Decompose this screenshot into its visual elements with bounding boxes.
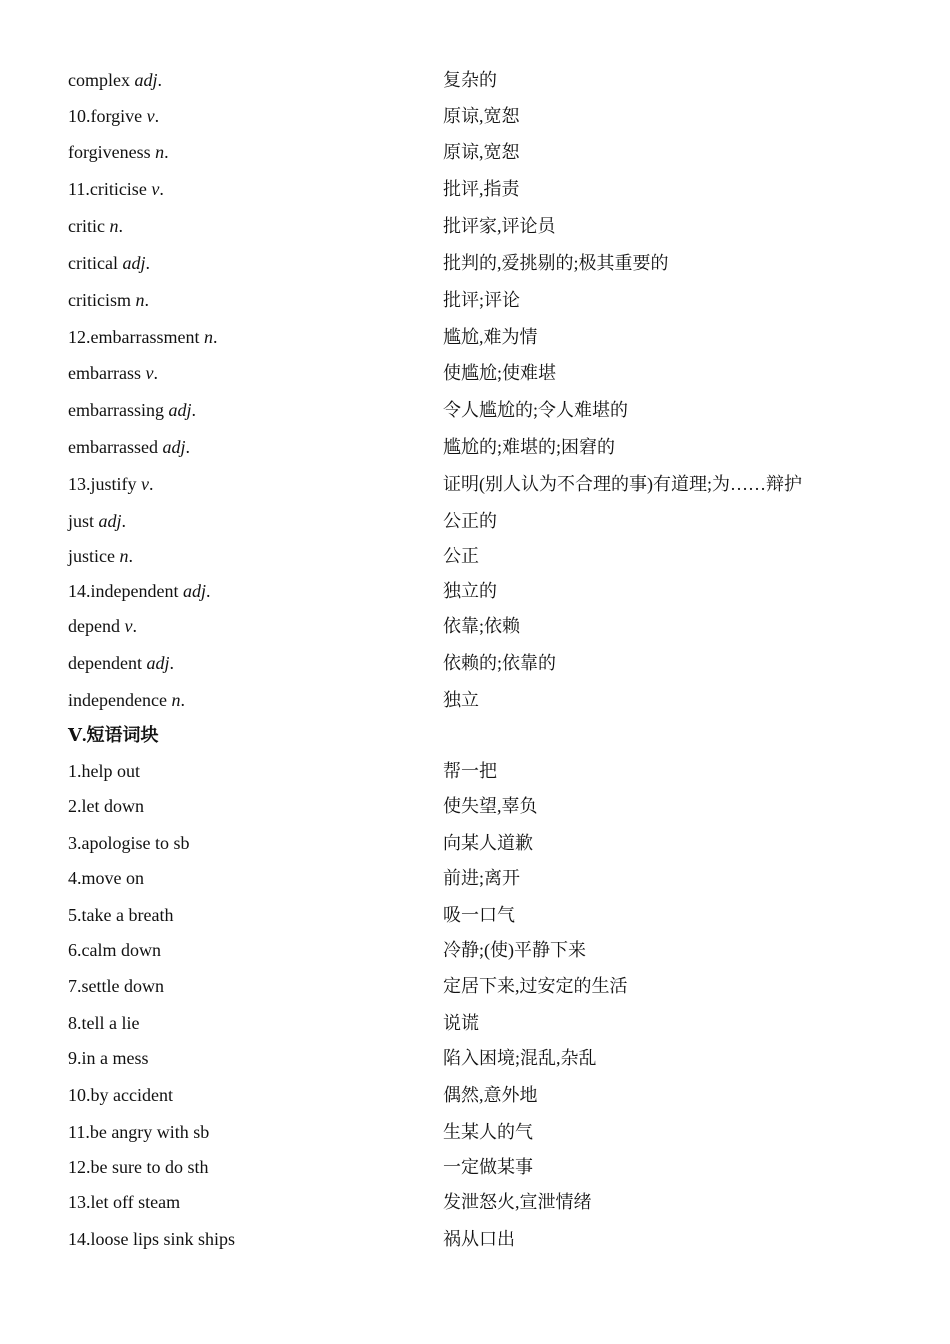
vocab-meaning: 批判的,爱挑剔的;极其重要的 — [443, 253, 669, 273]
phrase-row — [68, 1043, 868, 1073]
phrase-row — [68, 900, 868, 930]
vocab-term: critic n. — [68, 216, 123, 236]
vocab-term: 10.forgive v. — [68, 106, 160, 126]
vocab-meaning: 原谅,宽恕 — [443, 106, 520, 126]
phrase-meaning: 定居下来,过安定的生活 — [443, 976, 628, 996]
phrase-term: 11.be angry with sb — [68, 1122, 210, 1142]
vocab-meaning: 依赖的;依靠的 — [443, 653, 557, 673]
vocab-meaning: 独立的 — [443, 581, 497, 601]
vocab-row — [68, 322, 868, 352]
vocab-row — [68, 65, 868, 95]
phrase-row — [68, 791, 868, 821]
phrase-meaning: 祸从口出 — [443, 1229, 515, 1249]
vocab-meaning: 依靠;依赖 — [443, 616, 521, 636]
phrase-meaning: 冷静;(使)平静下来 — [443, 940, 586, 960]
vocab-row — [68, 541, 868, 571]
section-heading-phrases: Ⅴ.短语词块 — [68, 725, 159, 745]
phrase-meaning: 吸一口气 — [443, 905, 515, 925]
phrase-term: 5.take a breath — [68, 905, 174, 925]
vocab-term: justice n. — [68, 546, 133, 566]
phrase-row — [68, 971, 868, 1001]
phrase-meaning: 一定做某事 — [443, 1157, 533, 1177]
phrase-meaning: 使失望,辜负 — [443, 796, 538, 816]
vocab-term: 11.criticise v. — [68, 179, 164, 199]
vocab-meaning: 独立 — [443, 690, 479, 710]
phrase-term: 9.in a mess — [68, 1048, 149, 1068]
phrase-term: 8.tell a lie — [68, 1013, 140, 1033]
phrase-meaning: 生某人的气 — [443, 1122, 533, 1142]
vocab-term: dependent adj. — [68, 653, 174, 673]
phrase-row — [68, 1080, 868, 1110]
vocab-term: complex adj. — [68, 70, 162, 90]
vocab-meaning: 公正的 — [443, 511, 497, 531]
vocab-meaning: 公正 — [443, 546, 479, 566]
phrase-meaning: 前进;离开 — [443, 868, 521, 888]
phrase-term: 12.be sure to do sth — [68, 1157, 209, 1177]
vocab-row — [68, 211, 868, 241]
vocab-meaning: 批评,指责 — [443, 179, 520, 199]
vocab-row — [68, 395, 868, 425]
vocab-term: embarrassed adj. — [68, 437, 190, 457]
vocab-term: depend v. — [68, 616, 137, 636]
vocab-row — [68, 174, 868, 204]
vocab-row — [68, 469, 868, 499]
vocab-meaning: 复杂的 — [443, 70, 497, 90]
phrase-term: 2.let down — [68, 796, 144, 816]
vocab-meaning: 令人尴尬的;令人难堪的 — [443, 400, 628, 420]
vocab-meaning: 尴尬,难为情 — [443, 327, 538, 347]
vocab-term: 14.independent adj. — [68, 581, 211, 601]
phrase-row — [68, 1117, 868, 1147]
phrase-row — [68, 828, 868, 858]
vocab-meaning: 证明(别人认为不合理的事)有道理;为……辩护 — [443, 474, 802, 494]
vocab-row — [68, 648, 868, 678]
phrase-term: 4.move on — [68, 868, 144, 888]
vocab-row — [68, 506, 868, 536]
vocab-meaning: 原谅,宽恕 — [443, 142, 520, 162]
phrase-meaning: 偶然,意外地 — [443, 1085, 538, 1105]
phrase-row — [68, 1224, 868, 1254]
phrase-meaning: 向某人道歉 — [443, 833, 533, 853]
phrase-term: 3.apologise to sb — [68, 833, 190, 853]
phrase-row — [68, 863, 868, 893]
phrase-meaning: 帮一把 — [443, 761, 497, 781]
vocab-meaning: 使尴尬;使难堪 — [443, 363, 557, 383]
phrase-term: 7.settle down — [68, 976, 164, 996]
vocab-term: 13.justify v. — [68, 474, 154, 494]
vocab-meaning: 尴尬的;难堪的;困窘的 — [443, 437, 616, 457]
phrase-meaning: 发泄怒火,宣泄情绪 — [443, 1192, 592, 1212]
vocab-term: embarrassing adj. — [68, 400, 196, 420]
vocab-term: independence n. — [68, 690, 185, 710]
vocab-row — [68, 137, 868, 167]
vocab-term: just adj. — [68, 511, 127, 531]
phrase-term: 14.loose lips sink ships — [68, 1229, 236, 1249]
phrase-term: 10.by accident — [68, 1085, 173, 1105]
phrase-row — [68, 1152, 868, 1182]
phrase-row — [68, 756, 868, 786]
vocab-row — [68, 685, 868, 715]
vocab-term: forgiveness n. — [68, 142, 169, 162]
vocab-row — [68, 576, 868, 606]
phrase-row — [68, 1008, 868, 1038]
vocab-term: embarrass v. — [68, 363, 158, 383]
phrase-row — [68, 1187, 868, 1217]
vocab-meaning: 批评家,评论员 — [443, 216, 556, 236]
phrase-meaning: 陷入困境;混乱,杂乱 — [443, 1048, 597, 1068]
phrase-term: 13.let off steam — [68, 1192, 181, 1212]
phrase-term: 1.help out — [68, 761, 140, 781]
vocab-meaning: 批评;评论 — [443, 290, 521, 310]
vocab-row — [68, 248, 868, 278]
vocab-term: criticism n. — [68, 290, 149, 310]
phrase-term: 6.calm down — [68, 940, 161, 960]
vocab-row — [68, 432, 868, 462]
vocab-row — [68, 285, 868, 315]
phrase-row — [68, 935, 868, 965]
phrase-meaning: 说谎 — [443, 1013, 479, 1033]
vocab-row — [68, 101, 868, 131]
vocab-row — [68, 611, 868, 641]
vocab-term: critical adj. — [68, 253, 150, 273]
vocab-row — [68, 358, 868, 388]
vocab-term: 12.embarrassment n. — [68, 327, 218, 347]
